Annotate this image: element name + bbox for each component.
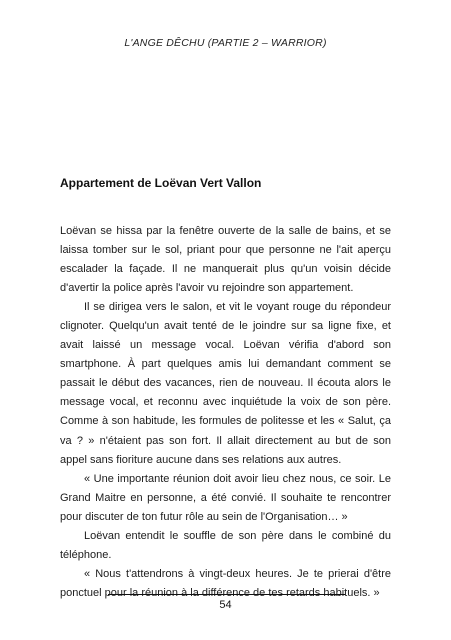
paragraph: Il se dirigea vers le salon, et vit le voyant rouge du répondeur clignoter. Quelqu'un avait tenté de le joindre sur sa ligne fixe, et avait laissé un message vocal. Loëvan vérifia d'abord son smartphone. À part quelques amis lui demandant comment se passait le début des vacances, rien de nouveau. Il écouta alors le message vocal, et reconnu avec inquiétude la voix de son père. Comme à son habitude, les formules de politesse et les « Salut, ça va ? » n'étaient pas son fort. Il allait directement au but de son appel sans fioriture aucune dans ses relations aux autres. — [60, 301, 391, 466]
body-text — [60, 222, 391, 603]
paragraph: « Nous t'attendrons à vingt-deux heures. Je te prierai d'être ponctuel pour la réunion à la différence de tes retards habituels. » — [60, 567, 391, 599]
running-header: L'ANGE DÊCHU (PARTIE 2 – WARRIOR) — [124, 37, 327, 49]
footer-divider — [108, 594, 345, 595]
paragraph: « Une importante réunion doit avoir lieu chez nous, ce soir. Le Grand Maitre en personne, a été convié. Il souhaite te rencontrer pour discuter de ton futur rôle au sein de l'Organisation… » — [60, 472, 391, 523]
section-title: Appartement de Loëvan Vert Vallon — [60, 176, 262, 190]
page-number: 54 — [219, 599, 232, 611]
paragraph: Loëvan entendit le souffle de son père dans le combiné du téléphone. — [60, 529, 391, 561]
paragraph: Loëvan se hissa par la fenêtre ouverte de la salle de bains, et se laissa tomber sur le sol, priant pour que personne ne l'ait aperçu escalader la façade. Il ne manquerait plus qu'un voisin décide d'avertir la police après l'avoir vu rejoindre son appartement. — [60, 225, 391, 295]
